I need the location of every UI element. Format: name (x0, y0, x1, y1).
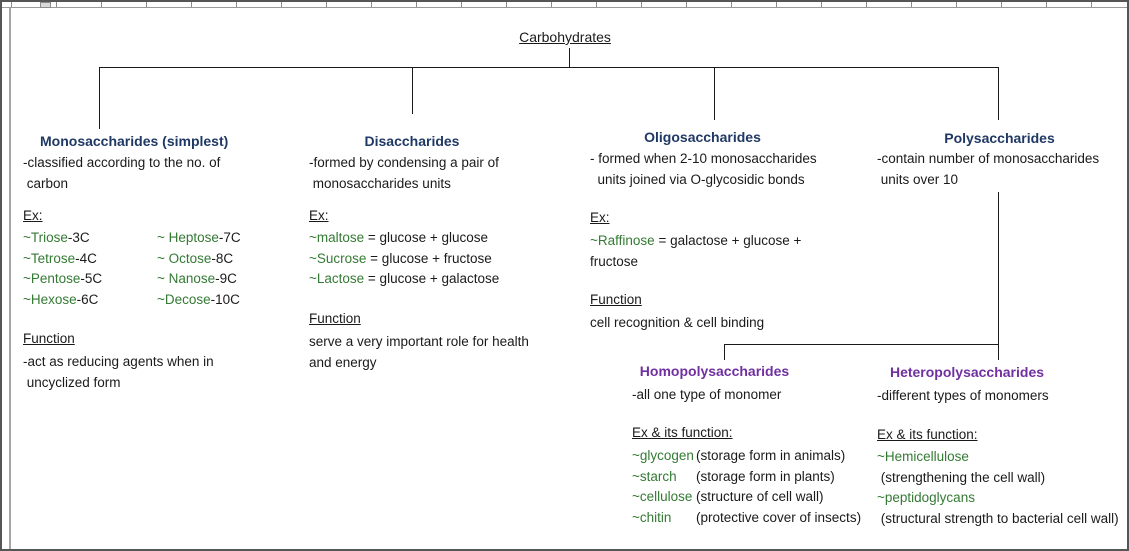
hetero-heading: Heteropolysaccharides (889, 364, 1045, 380)
poly-stem-line (998, 192, 999, 344)
homo-ex-label: Ex & its function: (632, 425, 733, 440)
list-item: ~Triose-3C (23, 230, 90, 245)
root-stem-line (569, 48, 570, 67)
list-item: ~ Nanose-9C (157, 271, 237, 287)
homo-heading: Homopolysaccharides (639, 363, 790, 379)
list-item: ~maltose = glucose + glucose (309, 230, 488, 245)
list-item: ~Pentose-5C (23, 271, 103, 287)
list-item: ~ Heptose-7C (157, 230, 241, 245)
list-item: ~Sucrose = glucose + fructose (309, 250, 492, 266)
di-function-label: Function (309, 311, 361, 326)
oligo-heading: Oligosaccharides (644, 129, 761, 145)
di-ex-label: Ex: (309, 208, 329, 223)
homo-drop-line (724, 344, 725, 360)
oligo-drop-line (714, 67, 715, 120)
list-item: ~Tetrose-4C (23, 250, 97, 266)
hetero-drop-line (998, 344, 999, 360)
list-item: ~glycogen (storage form in animals) (632, 448, 846, 463)
main-branch-line (99, 67, 999, 68)
hetero-examples: ~Hemicellulose (strengthening the cell wall) ~peptidoglycans (structural strength to bacterial cell wall) (877, 449, 1119, 527)
di-examples (309, 228, 499, 290)
mono-examples-col2 (157, 228, 241, 311)
sub-branch-line (724, 344, 999, 345)
mono-ex-label: Ex: (23, 208, 43, 223)
list-item: ~ Octose-8C (157, 250, 234, 266)
list-item: ~cellulose (structure of cell wall) (632, 489, 824, 505)
homo-desc: -all one type of monomer (632, 387, 782, 402)
oligo-function-label: Function (590, 292, 642, 307)
list-item: ~Hemicellulose (877, 449, 969, 464)
list-item: ~starch (storage form in plants) (632, 468, 835, 484)
mono-drop-line (99, 67, 100, 129)
oligo-desc: - formed when 2-10 monosaccharides units joined via O-glycosidic bonds (590, 151, 817, 187)
diagram-title: Carbohydrates (519, 29, 611, 45)
poly-desc: -contain number of monosaccharides units over 10 (877, 151, 1100, 187)
column-header-edge (2, 2, 1127, 8)
di-desc: -formed by condensing a pair of monosaccharides units (309, 155, 499, 191)
di-heading: Disaccharides (364, 133, 460, 149)
list-item: ~Raffinose = galactose + glucose + (590, 233, 802, 248)
mono-function: -act as reducing agents when in uncyclized form (23, 354, 214, 390)
poly-heading: Polysaccharides (944, 130, 1055, 146)
oligo-example: ~Raffinose = galactose + glucose + fructose (590, 233, 802, 269)
oligo-ex-label: Ex: (590, 210, 610, 225)
hetero-ex-label: Ex & its function: (877, 427, 978, 442)
mono-desc: -classified according to the no. of carbon (23, 155, 221, 191)
hetero-desc: -different types of monomers (877, 388, 1049, 403)
anchor-box (40, 2, 51, 8)
poly-drop-line (998, 67, 999, 120)
list-item: ~peptidoglycans (877, 490, 975, 506)
sheet-left-edge (9, 8, 11, 549)
mono-heading: Monosaccharides (simplest) (40, 133, 229, 149)
list-item: ~Hexose-6C (23, 292, 99, 308)
homo-examples (632, 446, 861, 529)
di-function: serve a very important role for health and energy (309, 334, 529, 370)
list-item: ~Decose-10C (157, 292, 240, 308)
di-drop-line (412, 67, 413, 114)
mono-function-label: Function (23, 331, 75, 346)
list-item: ~Lactose = glucose + galactose (309, 271, 500, 287)
mono-examples-col1 (23, 228, 102, 311)
oligo-function: cell recognition & cell binding (590, 315, 765, 330)
list-item: ~chitin (protective cover of insects) (632, 510, 862, 526)
